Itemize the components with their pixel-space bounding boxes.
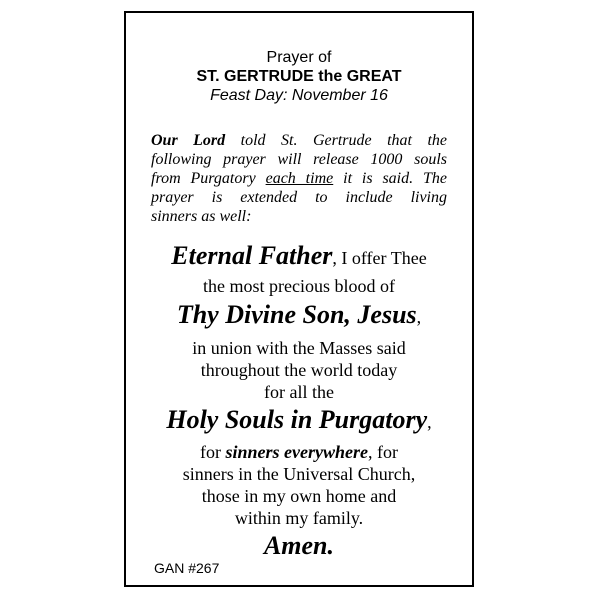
intro-paragraph xyxy=(151,131,447,226)
prayer-holy-souls: Holy Souls in Purgatory xyxy=(166,405,428,434)
prayer-line-home: those in my own home and xyxy=(201,486,397,506)
prayer-divine-son: Thy Divine Son, Jesus xyxy=(176,300,417,329)
prayer-line-sinners-everywhere xyxy=(126,441,472,463)
card-header xyxy=(126,48,472,105)
intro-line-3-pre: from Purgatory xyxy=(151,170,266,187)
intro-each-time: each time xyxy=(265,170,334,187)
prayer-offer-thee: , I offer Thee xyxy=(332,248,427,268)
prayer-for-1: for xyxy=(200,442,226,462)
intro-line-3-post: it is said. The xyxy=(333,170,448,187)
prayer-line-universal: sinners in the Universal Church, xyxy=(182,464,416,484)
header-saint-name: ST. GERTRUDE the GREAT xyxy=(196,68,402,85)
product-code: GAN #267 xyxy=(154,560,220,576)
prayer-eternal-father: Eternal Father xyxy=(171,241,333,270)
prayer-amen: Amen. xyxy=(263,531,335,560)
intro-our-lord: Our Lord xyxy=(151,132,226,149)
prayer-line-divine-son xyxy=(126,297,472,337)
prayer-line-precious-blood: the most precious blood of xyxy=(203,276,395,296)
header-feast-day: Feast Day: November 16 xyxy=(210,87,388,104)
prayer-line-for-all: for all the xyxy=(264,382,334,402)
intro-line-5: sinners as well: xyxy=(151,208,252,225)
prayer-line-union: in union with the Masses said xyxy=(192,338,406,358)
intro-line-3 xyxy=(151,169,447,188)
prayer-sinners-everywhere: sinners everywhere xyxy=(225,442,368,462)
prayer-comma-1: , xyxy=(416,307,422,327)
header-prayer-of: Prayer of xyxy=(266,49,332,66)
prayer-for-2: , for xyxy=(368,442,398,462)
intro-line-1 xyxy=(151,131,447,150)
prayer-line-throughout: throughout the world today xyxy=(200,360,398,380)
intro-line-2: following prayer will release 1000 souls xyxy=(151,151,447,168)
prayer-line-family: within my family. xyxy=(234,508,364,528)
intro-line-4: prayer is extended to include living xyxy=(151,189,447,206)
prayer-comma-2: , xyxy=(427,412,432,432)
prayer-line-holy-souls xyxy=(126,403,472,441)
prayer-line-eternal-father xyxy=(126,241,472,275)
prayer-text xyxy=(126,241,472,563)
prayer-card xyxy=(124,11,474,587)
intro-line-1-rest: told St. Gertrude that the xyxy=(225,132,447,149)
